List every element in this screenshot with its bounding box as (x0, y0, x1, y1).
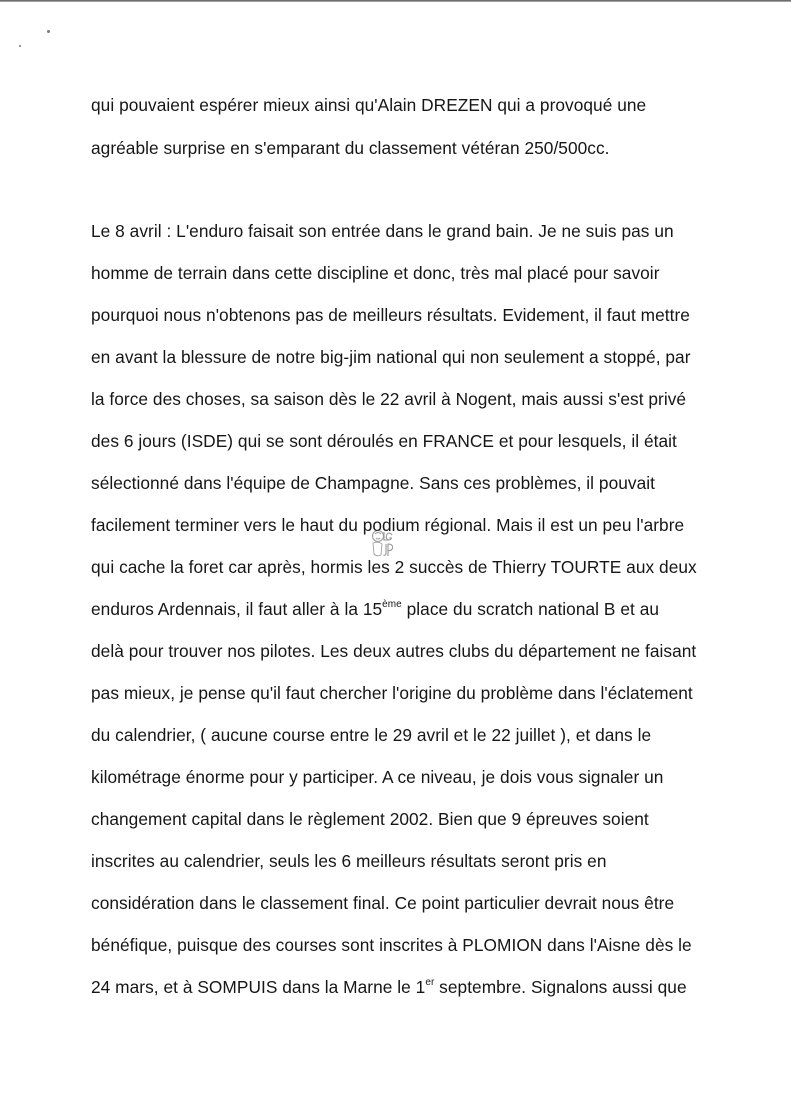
text-run: septembre. Signalons aussi que (434, 977, 687, 997)
text-line: qui cache la foret car après, hormis les 2 succès de Thierry TOURTE aux deux (91, 557, 697, 577)
scan-speck (47, 30, 50, 33)
text-line: delà pour trouver nos pilotes. Les deux autres clubs du département ne faisant (91, 641, 697, 661)
text-line: pourquoi nous n'obtenons pas de meilleurs résultats. Evidement, il faut mettre (91, 305, 690, 325)
superscript: er (425, 977, 435, 989)
scan-top-edge (0, 0, 791, 2)
superscript: ème (382, 599, 402, 611)
text-line: agréable surprise en s'emparant du classement vétéran 250/500cc. (91, 138, 610, 158)
text-line: considération dans le classement final. Ce point particulier devrait nous être (91, 893, 675, 913)
text-line: la force des choses, sa saison dès le 22 avril à Nogent, mais aussi s'est privé (91, 389, 687, 409)
text-line: qui pouvaient espérer mieux ainsi qu'Alain DREZEN qui a provoqué une (91, 95, 647, 115)
text-line: bénéfique, puisque des courses sont inscrites à PLOMION dans l'Aisne dès le (91, 935, 692, 955)
text-line: du calendrier, ( aucune course entre le 29 avril et le 22 juillet ), et dans le (91, 725, 652, 745)
text-line: homme de terrain dans cette discipline et donc, très mal placé pour savoir (91, 263, 660, 283)
scan-speck (19, 45, 21, 47)
text-line: Le 8 avril : L'enduro faisait son entrée dans le grand bain. Je ne suis pas un (91, 221, 674, 241)
text-line: des 6 jours (ISDE) qui se sont déroulés en FRANCE et pour lesquels, il était (91, 431, 677, 451)
text-run: 24 mars, et à SOMPUIS dans la Marne le 1 (91, 977, 426, 997)
text-run: enduros Ardennais, il faut aller à la 15 (91, 599, 383, 619)
text-line: en avant la blessure de notre big-jim national qui non seulement a stoppé, par (91, 347, 691, 367)
text-line: kilométrage énorme pour y participer. A ce niveau, je dois vous signaler un (91, 767, 664, 787)
text-line: facilement terminer vers le haut du podium régional. Mais il est un peu l'arbre (91, 515, 685, 535)
text-line (91, 977, 687, 997)
text-line: changement capital dans le règlement 2002. Bien que 9 épreuves soient (91, 809, 649, 829)
text-line (91, 599, 659, 619)
text-run: place du scratch national B et au (401, 599, 660, 619)
lgjp-watermark-icon (371, 528, 393, 562)
text-line: inscrites au calendrier, seuls les 6 meilleurs résultats seront pris en (91, 851, 607, 871)
text-line: sélectionné dans l'équipe de Champagne. Sans ces problèmes, il pouvait (91, 473, 655, 493)
text-line: pas mieux, je pense qu'il faut chercher l'origine du problème dans l'éclatement (91, 683, 693, 703)
